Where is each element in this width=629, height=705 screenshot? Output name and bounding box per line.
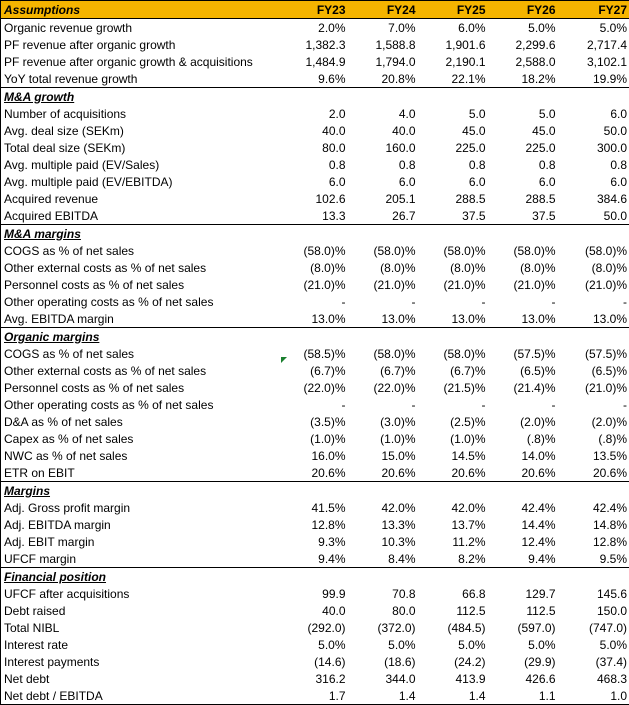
value-cell-fy24: (8.0)%	[348, 259, 418, 276]
row-label: Number of acquisitions	[1, 105, 278, 122]
value-cell-fy23: 13.3	[278, 207, 348, 225]
section-empty-cell	[488, 225, 558, 243]
row-label: Net debt / EBITDA	[1, 687, 278, 705]
row-label: Personnel costs as % of net sales	[1, 379, 278, 396]
row-label: Other operating costs as % of net sales	[1, 293, 278, 310]
value-cell-fy25: 0.8	[418, 156, 488, 173]
section-empty-cell	[488, 568, 558, 586]
value-cell-fy25: 42.0%	[418, 499, 488, 516]
value-cell-fy24: 13.3%	[348, 516, 418, 533]
value-cell-fy27: (.8)%	[558, 430, 629, 447]
value-cell-fy27: (2.0)%	[558, 413, 629, 430]
row-label: Avg. multiple paid (EV/Sales)	[1, 156, 278, 173]
value-cell-fy23: (58.0)%	[278, 242, 348, 259]
value-cell-fy24: 1.4	[348, 687, 418, 705]
value-cell-fy24: 20.8%	[348, 70, 418, 88]
value-cell-fy23: 40.0	[278, 122, 348, 139]
section-title: M&A margins	[1, 225, 278, 243]
value-cell-fy26: 5.0	[488, 105, 558, 122]
value-cell-fy25: 1.4	[418, 687, 488, 705]
value-cell-fy27: (37.4)	[558, 653, 629, 670]
table-row	[1, 190, 629, 207]
value-cell-fy27: 50.0	[558, 122, 629, 139]
section-empty-cell	[558, 225, 629, 243]
row-label: Adj. EBITDA margin	[1, 516, 278, 533]
value-cell-fy23: 9.4%	[278, 550, 348, 568]
value-cell-fy23: (3.5)%	[278, 413, 348, 430]
table-row	[1, 687, 629, 705]
value-cell-fy23: (6.7)%	[278, 362, 348, 379]
value-cell-fy26: 288.5	[488, 190, 558, 207]
section-empty-cell	[418, 328, 488, 346]
value-cell-fy27: 468.3	[558, 670, 629, 687]
table-row	[1, 276, 629, 293]
value-cell-fy23: 12.8%	[278, 516, 348, 533]
value-cell-fy26: 5.0%	[488, 636, 558, 653]
table-row	[1, 516, 629, 533]
table-row	[1, 105, 629, 122]
value-cell-fy26: 14.0%	[488, 447, 558, 464]
row-label: ETR on EBIT	[1, 464, 278, 482]
section-empty-cell	[348, 482, 418, 500]
value-cell-fy24: 8.4%	[348, 550, 418, 568]
value-cell-fy27: 42.4%	[558, 499, 629, 516]
table-row	[1, 533, 629, 550]
table-row	[1, 670, 629, 687]
row-label: Organic revenue growth	[1, 19, 278, 37]
value-cell-fy23: (8.0)%	[278, 259, 348, 276]
table-row	[1, 122, 629, 139]
section-empty-cell	[278, 328, 348, 346]
value-cell-fy27: 12.8%	[558, 533, 629, 550]
value-cell-fy24: 15.0%	[348, 447, 418, 464]
value-cell-fy23: 99.9	[278, 585, 348, 602]
header-row	[1, 1, 629, 19]
value-cell-fy24: (58.0)%	[348, 242, 418, 259]
value-cell-fy26: 45.0	[488, 122, 558, 139]
value-cell-fy26: (.8)%	[488, 430, 558, 447]
value-cell-fy26: (8.0)%	[488, 259, 558, 276]
value-cell-fy24: 40.0	[348, 122, 418, 139]
value-cell-fy25: 13.7%	[418, 516, 488, 533]
section-empty-cell	[348, 88, 418, 106]
value-cell-fy27: 13.0%	[558, 310, 629, 328]
section-empty-cell	[348, 328, 418, 346]
value-cell-fy23: (292.0)	[278, 619, 348, 636]
value-cell-fy27: 50.0	[558, 207, 629, 225]
table-row	[1, 602, 629, 619]
value-cell-fy27: 0.8	[558, 156, 629, 173]
value-cell-fy25: 6.0	[418, 173, 488, 190]
value-cell-fy23: -	[278, 293, 348, 310]
value-cell-fy24: (372.0)	[348, 619, 418, 636]
value-cell-fy24: 26.7	[348, 207, 418, 225]
value-cell-fy23: 9.3%	[278, 533, 348, 550]
row-label: Avg. multiple paid (EV/EBITDA)	[1, 173, 278, 190]
value-cell-fy27: (21.0)%	[558, 379, 629, 396]
table-row	[1, 464, 629, 482]
value-cell-fy25: 22.1%	[418, 70, 488, 88]
value-cell-fy27: 300.0	[558, 139, 629, 156]
section-empty-cell	[488, 328, 558, 346]
value-cell-fy24: -	[348, 396, 418, 413]
value-cell-fy24: 1,794.0	[348, 53, 418, 70]
table-row	[1, 156, 629, 173]
value-cell-fy24: 10.3%	[348, 533, 418, 550]
value-cell-fy26: 426.6	[488, 670, 558, 687]
value-cell-fy26: 14.4%	[488, 516, 558, 533]
value-cell-fy27: (8.0)%	[558, 259, 629, 276]
value-cell-fy26: 225.0	[488, 139, 558, 156]
column-header-fy24: FY24	[348, 1, 418, 19]
row-label: Other external costs as % of net sales	[1, 362, 278, 379]
table-row	[1, 379, 629, 396]
section-header-row	[1, 88, 629, 106]
row-label: COGS as % of net sales	[1, 345, 278, 362]
row-label: Adj. Gross profit margin	[1, 499, 278, 516]
value-cell-fy26: -	[488, 396, 558, 413]
value-cell-fy27: 5.0%	[558, 19, 629, 37]
value-cell-fy24: -	[348, 293, 418, 310]
value-cell-fy26: 13.0%	[488, 310, 558, 328]
value-cell-fy25: (1.0)%	[418, 430, 488, 447]
section-header-row	[1, 328, 629, 346]
value-cell-fy26: 18.2%	[488, 70, 558, 88]
section-empty-cell	[558, 568, 629, 586]
row-label: Interest rate	[1, 636, 278, 653]
value-cell-fy25: 66.8	[418, 585, 488, 602]
value-cell-fy25: 13.0%	[418, 310, 488, 328]
section-empty-cell	[278, 568, 348, 586]
value-cell-fy24: 0.8	[348, 156, 418, 173]
table-row	[1, 139, 629, 156]
section-empty-cell	[278, 482, 348, 500]
table-row	[1, 413, 629, 430]
value-cell-fy23: 41.5%	[278, 499, 348, 516]
value-cell-fy25: 225.0	[418, 139, 488, 156]
value-cell-fy25: (484.5)	[418, 619, 488, 636]
value-cell-fy27: 13.5%	[558, 447, 629, 464]
value-cell-fy25: 6.0%	[418, 19, 488, 37]
row-label: Total deal size (SEKm)	[1, 139, 278, 156]
section-title: M&A growth	[1, 88, 278, 106]
value-cell-fy23: 5.0%	[278, 636, 348, 653]
table-row	[1, 447, 629, 464]
section-empty-cell	[558, 88, 629, 106]
value-cell-fy24: 344.0	[348, 670, 418, 687]
row-label: Other operating costs as % of net sales	[1, 396, 278, 413]
value-cell-fy24: (6.7)%	[348, 362, 418, 379]
value-cell-fy25: 5.0%	[418, 636, 488, 653]
value-cell-fy25: (2.5)%	[418, 413, 488, 430]
section-title: Assumptions	[1, 1, 278, 19]
table-row	[1, 173, 629, 190]
value-cell-fy27: 145.6	[558, 585, 629, 602]
section-header-row	[1, 225, 629, 243]
row-label: Net debt	[1, 670, 278, 687]
value-cell-fy23: (14.6)	[278, 653, 348, 670]
value-cell-fy27: (747.0)	[558, 619, 629, 636]
value-cell-fy23: 16.0%	[278, 447, 348, 464]
value-cell-fy24: 4.0	[348, 105, 418, 122]
value-cell-fy24: 7.0%	[348, 19, 418, 37]
row-label: Capex as % of net sales	[1, 430, 278, 447]
value-cell-fy25: -	[418, 396, 488, 413]
value-cell-fy25: 2,190.1	[418, 53, 488, 70]
value-cell-fy24: 80.0	[348, 602, 418, 619]
value-cell-fy24: 13.0%	[348, 310, 418, 328]
value-cell-fy27: 14.8%	[558, 516, 629, 533]
value-cell-fy23: 9.6%	[278, 70, 348, 88]
value-cell-fy23: -	[278, 396, 348, 413]
row-label: PF revenue after organic growth	[1, 36, 278, 53]
value-cell-fy26: (6.5)%	[488, 362, 558, 379]
value-cell-fy27: 2,717.4	[558, 36, 629, 53]
value-cell-fy25: 20.6%	[418, 464, 488, 482]
row-label: Adj. EBIT margin	[1, 533, 278, 550]
row-label: D&A as % of net sales	[1, 413, 278, 430]
value-cell-fy23: (1.0)%	[278, 430, 348, 447]
value-cell-fy26: (21.4)%	[488, 379, 558, 396]
table-row	[1, 207, 629, 225]
row-label: Debt raised	[1, 602, 278, 619]
value-cell-fy26: (597.0)	[488, 619, 558, 636]
cell-comment-marker-icon	[281, 357, 287, 363]
value-cell-fy25: 8.2%	[418, 550, 488, 568]
value-cell-fy23: 80.0	[278, 139, 348, 156]
value-cell-fy27: (6.5)%	[558, 362, 629, 379]
value-cell-fy24: (18.6)	[348, 653, 418, 670]
value-cell-fy27: 9.5%	[558, 550, 629, 568]
value-cell-fy26: 1.1	[488, 687, 558, 705]
value-cell-fy25: (21.5)%	[418, 379, 488, 396]
section-title: Financial position	[1, 568, 278, 586]
value-cell-fy25: -	[418, 293, 488, 310]
value-cell-fy27: 6.0	[558, 173, 629, 190]
value-cell-fy23: (21.0)%	[278, 276, 348, 293]
table-row	[1, 550, 629, 568]
value-cell-fy26: 2,299.6	[488, 36, 558, 53]
column-header-fy26: FY26	[488, 1, 558, 19]
row-label: Interest payments	[1, 653, 278, 670]
table-row	[1, 242, 629, 259]
row-label: NWC as % of net sales	[1, 447, 278, 464]
table-row	[1, 619, 629, 636]
value-cell-fy23: 1,484.9	[278, 53, 348, 70]
value-cell-fy26: 0.8	[488, 156, 558, 173]
row-label: Personnel costs as % of net sales	[1, 276, 278, 293]
value-cell-fy26: 2,588.0	[488, 53, 558, 70]
table-row	[1, 293, 629, 310]
value-cell-fy24: (21.0)%	[348, 276, 418, 293]
value-cell-fy27: 5.0%	[558, 636, 629, 653]
value-cell-fy23: 2.0	[278, 105, 348, 122]
value-cell-fy26: (29.9)	[488, 653, 558, 670]
value-cell-fy25: (21.0)%	[418, 276, 488, 293]
section-empty-cell	[278, 225, 348, 243]
section-empty-cell	[348, 225, 418, 243]
column-header-fy25: FY25	[418, 1, 488, 19]
value-cell-fy26: 9.4%	[488, 550, 558, 568]
column-header-fy27: FY27	[558, 1, 629, 19]
row-label: Other external costs as % of net sales	[1, 259, 278, 276]
value-cell-fy25: 413.9	[418, 670, 488, 687]
section-empty-cell	[418, 482, 488, 500]
value-cell-fy24: (22.0)%	[348, 379, 418, 396]
section-empty-cell	[488, 482, 558, 500]
value-cell-fy24: 6.0	[348, 173, 418, 190]
value-cell-fy24: 42.0%	[348, 499, 418, 516]
value-cell-fy26: 42.4%	[488, 499, 558, 516]
value-cell-fy25: 1,901.6	[418, 36, 488, 53]
value-cell-fy23: (58.5)%	[278, 345, 348, 362]
value-cell-fy23: 0.8	[278, 156, 348, 173]
section-empty-cell	[278, 88, 348, 106]
column-header-fy23: FY23	[278, 1, 348, 19]
table-row	[1, 636, 629, 653]
value-cell-fy25: (24.2)	[418, 653, 488, 670]
value-cell-fy26: (21.0)%	[488, 276, 558, 293]
section-empty-cell	[558, 328, 629, 346]
table-row	[1, 36, 629, 53]
row-label: Total NIBL	[1, 619, 278, 636]
value-cell-fy25: 45.0	[418, 122, 488, 139]
section-empty-cell	[558, 482, 629, 500]
value-cell-fy24: 205.1	[348, 190, 418, 207]
section-empty-cell	[418, 568, 488, 586]
table-row	[1, 585, 629, 602]
section-title: Margins	[1, 482, 278, 500]
value-cell-fy23: 20.6%	[278, 464, 348, 482]
section-header-row	[1, 482, 629, 500]
table-row	[1, 310, 629, 328]
value-cell-fy27: 3,102.1	[558, 53, 629, 70]
section-empty-cell	[418, 88, 488, 106]
row-label: COGS as % of net sales	[1, 242, 278, 259]
value-cell-fy23: 1,382.3	[278, 36, 348, 53]
value-cell-fy25: 14.5%	[418, 447, 488, 464]
value-cell-fy27: 6.0	[558, 105, 629, 122]
value-cell-fy26: (58.0)%	[488, 242, 558, 259]
value-cell-fy24: 5.0%	[348, 636, 418, 653]
table-row	[1, 499, 629, 516]
value-cell-fy23: 316.2	[278, 670, 348, 687]
row-label: UFCF margin	[1, 550, 278, 568]
value-cell-fy26: 5.0%	[488, 19, 558, 37]
value-cell-fy25: (58.0)%	[418, 345, 488, 362]
row-label: Avg. EBITDA margin	[1, 310, 278, 328]
table-row	[1, 430, 629, 447]
value-cell-fy25: (6.7)%	[418, 362, 488, 379]
value-cell-fy27: (57.5)%	[558, 345, 629, 362]
value-cell-fy24: 20.6%	[348, 464, 418, 482]
value-cell-fy26: 37.5	[488, 207, 558, 225]
value-cell-fy25: 11.2%	[418, 533, 488, 550]
table-row	[1, 70, 629, 88]
value-cell-fy27: (58.0)%	[558, 242, 629, 259]
value-cell-fy27: 150.0	[558, 602, 629, 619]
value-cell-fy26: (2.0)%	[488, 413, 558, 430]
value-cell-fy23: 40.0	[278, 602, 348, 619]
value-cell-fy26: 20.6%	[488, 464, 558, 482]
value-cell-fy26: 129.7	[488, 585, 558, 602]
value-cell-fy24: 160.0	[348, 139, 418, 156]
value-cell-fy26: -	[488, 293, 558, 310]
row-label: YoY total revenue growth	[1, 70, 278, 88]
table-row	[1, 19, 629, 37]
row-label: Acquired EBITDA	[1, 207, 278, 225]
value-cell-fy27: 20.6%	[558, 464, 629, 482]
value-cell-fy23: 1.7	[278, 687, 348, 705]
value-cell-fy24: 70.8	[348, 585, 418, 602]
table-row	[1, 362, 629, 379]
row-label: Avg. deal size (SEKm)	[1, 122, 278, 139]
value-cell-fy27: 384.6	[558, 190, 629, 207]
value-cell-fy26: 6.0	[488, 173, 558, 190]
value-cell-fy26: (57.5)%	[488, 345, 558, 362]
value-cell-fy25: 37.5	[418, 207, 488, 225]
table-row	[1, 396, 629, 413]
table-row	[1, 345, 629, 362]
value-cell-fy25: 288.5	[418, 190, 488, 207]
value-cell-fy25: 112.5	[418, 602, 488, 619]
value-cell-fy27: 19.9%	[558, 70, 629, 88]
section-empty-cell	[418, 225, 488, 243]
value-cell-fy24: (3.0)%	[348, 413, 418, 430]
table-row	[1, 53, 629, 70]
value-cell-fy23: (22.0)%	[278, 379, 348, 396]
section-header-row	[1, 568, 629, 586]
table-row	[1, 653, 629, 670]
value-cell-fy23: 6.0	[278, 173, 348, 190]
value-cell-fy27: (21.0)%	[558, 276, 629, 293]
section-empty-cell	[348, 568, 418, 586]
value-cell-fy23: 2.0%	[278, 19, 348, 37]
value-cell-fy26: 112.5	[488, 602, 558, 619]
value-cell-fy25: (58.0)%	[418, 242, 488, 259]
row-label: PF revenue after organic growth & acquisitions	[1, 53, 278, 70]
value-cell-fy24: 1,588.8	[348, 36, 418, 53]
section-empty-cell	[488, 88, 558, 106]
value-cell-fy27: -	[558, 396, 629, 413]
value-cell-fy24: (1.0)%	[348, 430, 418, 447]
row-label: Acquired revenue	[1, 190, 278, 207]
table-row	[1, 259, 629, 276]
value-cell-fy26: 12.4%	[488, 533, 558, 550]
value-cell-fy25: (8.0)%	[418, 259, 488, 276]
value-cell-fy23: 102.6	[278, 190, 348, 207]
value-cell-fy25: 5.0	[418, 105, 488, 122]
value-cell-fy27: -	[558, 293, 629, 310]
value-cell-fy23: 13.0%	[278, 310, 348, 328]
value-cell-fy27: 1.0	[558, 687, 629, 705]
row-label: UFCF after acquisitions	[1, 585, 278, 602]
value-cell-fy24: (58.0)%	[348, 345, 418, 362]
section-title: Organic margins	[1, 328, 278, 346]
